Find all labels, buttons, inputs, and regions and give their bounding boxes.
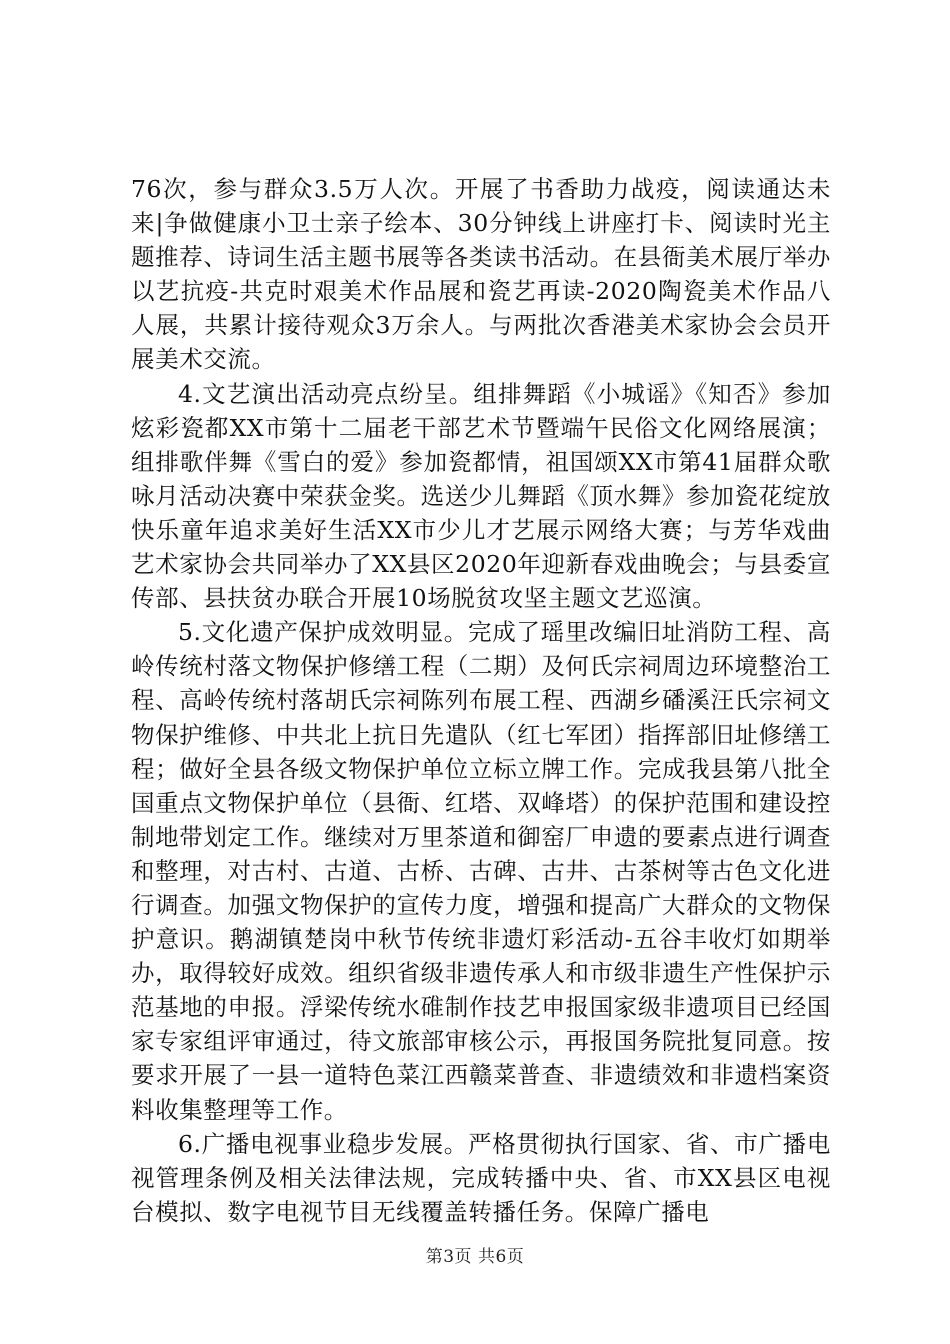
paragraph-cultural-heritage: 5.文化遗产保护成效明显。完成了瑶里改编旧址消防工程、高岭传统村落文物保护修缮工程（二期）及何氏宗祠周边环境整治工程、高岭传统村落胡氏宗祠陈列布展工程、西湖乡磻溪汪氏宗祠文物保护维修、中共北上抗日先遣队（红七军团）指挥部旧址修缮工程；做好全县各级文物保护单位立标立牌工作。完成我县第八批全国重点文物保护单位（县衙、红塔、双峰塔）的保护范围和建设控制地带划定工作。继续对万里茶道和御窑厂申遗的要素点进行调查和整理，对古村、古道、古桥、古碑、古井、古茶树等古色文化进行调查。加强文物保护的宣传力度，增强和提高广大群众的文物保护意识。鹅湖镇楚岗中秋节传统非遗灯彩活动-五谷丰收灯如期举办，取得较好成效。组织省级非遗传承人和市级非遗生产性保护示范基地的申报。浮梁传统水碓制作技艺申报国家级非遗项目已经国家专家组评审通过，待文旅部审核公示，再报国务院批复同意。按要求开展了一县一道特色菜江西赣菜普查、非遗绩效和非遗档案资料收集整理等工作。	[131, 618, 831, 1124]
page-footer: 第3页 共6页	[425, 1247, 525, 1267]
paragraph-broadcasting: 6.广播电视事业稳步发展。严格贯彻执行国家、省、市广播电视管理条例及相关法律法规，完成转播中央、省、市XX县区电视台模拟、数字电视节目无线覆盖转播任务。保障广播电	[131, 1129, 831, 1226]
paragraph-performing-arts: 4.文艺演出活动亮点纷呈。组排舞蹈《小城谣》《知否》参加炫彩瓷都XX市第十二届老干部艺术节暨端午民俗文化网络展演；组排歌伴舞《雪白的爱》参加瓷都情，祖国颂XX市第41届群众歌咏月活动决赛中荣获金奖。选送少儿舞蹈《顶水舞》参加瓷花绽放快乐童年追求美好生活XX市少儿才艺展示网络大赛；与芳华戏曲艺术家协会共同举办了XX县区2020年迎新春戏曲晚会；与县委宣传部、县扶贫办联合开展10场脱贫攻坚主题文艺巡演。	[131, 379, 831, 613]
paragraph-continued: 76次，参与群众3.5万人次。开展了书香助力战疫，阅读通达未来|争做健康小卫士亲子绘本、30分钟线上讲座打卡、阅读时光主题推荐、诗词生活主题书展等各类读书活动。在县衙美术展厅举办以艺抗疫-共克时艰美术作品展和瓷艺再读-2020陶瓷美术作品八人展，共累计接待观众3万余人。与两批次香港美术家协会会员开展美术交流。	[131, 175, 831, 374]
document-body	[131, 172, 831, 1229]
